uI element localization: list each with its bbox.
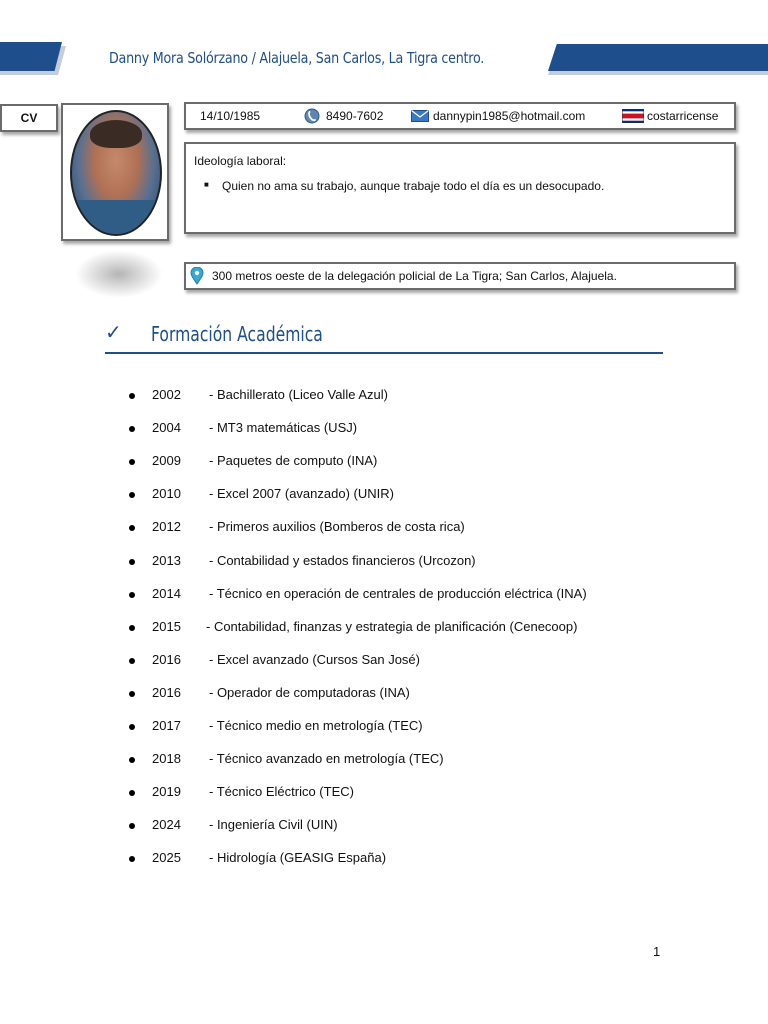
- bullet-icon: [129, 426, 135, 432]
- education-description: - Bachillerato (Liceo Valle Azul): [209, 387, 388, 402]
- header-title: Danny Mora Solórzano / Alajuela, San Carlos, La Tigra centro.: [109, 49, 485, 67]
- list-item: [0, 652, 768, 672]
- education-year: 2016: [152, 651, 181, 667]
- list-item: [0, 553, 768, 573]
- email-address: dannypin1985@hotmail.com: [433, 109, 586, 123]
- list-item: [0, 685, 768, 705]
- education-year: 2015: [152, 618, 181, 634]
- education-description: - Técnico avanzado en metrología (TEC): [209, 751, 444, 767]
- bullet-icon: [129, 823, 135, 829]
- phone-icon: [304, 108, 320, 127]
- square-bullet-icon: ■: [204, 180, 209, 189]
- ideology-quote: Quien no ama su trabajo, aunque trabaje todo el día es un desocupado.: [222, 179, 605, 193]
- list-item: [0, 619, 768, 639]
- costa-rica-flag-icon: [622, 109, 644, 126]
- phone-number: 8490-7602: [326, 109, 384, 123]
- section-divider: [105, 352, 663, 354]
- education-year: 2018: [152, 751, 181, 767]
- envelope-icon: [411, 110, 429, 125]
- education-description: - Técnico Eléctrico (TEC): [209, 784, 354, 800]
- bullet-icon: [129, 492, 135, 498]
- list-item: [0, 751, 768, 771]
- education-description: - Contabilidad, finanzas y estrategia de planificación (Cenecoop): [206, 618, 578, 634]
- list-item: [0, 586, 768, 606]
- bullet-icon: [129, 625, 135, 631]
- address-text: 300 metros oeste de la delegación policial de La Tigra; San Carlos, Alajuela.: [212, 269, 617, 283]
- section-title: Formación Académica: [151, 322, 323, 346]
- bullet-icon: [129, 724, 135, 730]
- work-ideology-box: [184, 142, 736, 234]
- education-year: 2004: [152, 420, 181, 436]
- education-description: - Ingeniería Civil (UIN): [209, 817, 338, 833]
- contact-info-bar: [184, 102, 736, 130]
- list-item: [0, 486, 768, 506]
- education-description: - Técnico en operación de centrales de producción eléctrica (INA): [209, 585, 587, 601]
- education-year: 2016: [152, 684, 181, 700]
- education-year: 2012: [152, 519, 181, 535]
- photo-shadow: [75, 250, 163, 298]
- list-item: [0, 784, 768, 804]
- education-description: - Primeros auxilios (Bomberos de costa rica): [209, 519, 465, 535]
- cv-label: CV: [0, 104, 58, 132]
- bullet-icon: [129, 393, 135, 399]
- education-description: - Operador de computadoras (INA): [209, 684, 410, 700]
- ideology-label: Ideología laboral:: [194, 154, 287, 168]
- profile-photo-image: [70, 110, 162, 236]
- education-year: 2017: [152, 718, 181, 733]
- education-description: - Técnico medio en metrología (TEC): [209, 718, 423, 733]
- education-year: 2019: [152, 784, 181, 800]
- bullet-icon: [129, 525, 135, 531]
- education-description: - Excel avanzado (Cursos San José): [209, 651, 420, 667]
- bullet-icon: [129, 658, 135, 664]
- bullet-icon: [129, 592, 135, 598]
- bullet-icon: [129, 691, 135, 697]
- bullet-icon: [129, 559, 135, 565]
- education-description: - Excel 2007 (avanzado) (UNIR): [209, 486, 394, 502]
- check-icon: ✓: [105, 322, 122, 344]
- education-year: 2024: [152, 817, 181, 833]
- address-box: [184, 262, 736, 290]
- header-bar-right: [548, 44, 768, 71]
- education-description: - Hidrología (GEASIG España): [209, 850, 387, 866]
- education-description: - Contabilidad y estados financieros (Urcozon): [209, 552, 476, 568]
- list-item: [0, 519, 768, 539]
- education-year: 2025: [152, 850, 181, 866]
- list-item: [0, 420, 768, 440]
- education-year: 2009: [152, 453, 181, 469]
- list-item: [0, 387, 768, 407]
- list-item: [0, 718, 768, 738]
- education-description: - Paquetes de computo (INA): [209, 453, 378, 469]
- education-year: 2014: [152, 585, 181, 601]
- education-year: 2013: [152, 552, 181, 568]
- list-item: [0, 817, 768, 837]
- map-pin-icon: [190, 267, 204, 293]
- profile-photo: [61, 103, 169, 241]
- bullet-icon: [129, 790, 135, 796]
- bullet-icon: [129, 856, 135, 862]
- page-number: 1: [653, 944, 661, 959]
- nationality: costarricense: [647, 109, 719, 123]
- list-item: [0, 453, 768, 473]
- education-year: 2002: [152, 387, 181, 402]
- bullet-icon: [129, 459, 135, 465]
- birth-date: 14/10/1985: [200, 109, 261, 123]
- header-bar-left: [0, 42, 62, 71]
- list-item: [0, 850, 768, 870]
- education-description: - MT3 matemáticas (USJ): [209, 420, 358, 436]
- bullet-icon: [129, 757, 135, 763]
- education-year: 2010: [152, 486, 181, 502]
